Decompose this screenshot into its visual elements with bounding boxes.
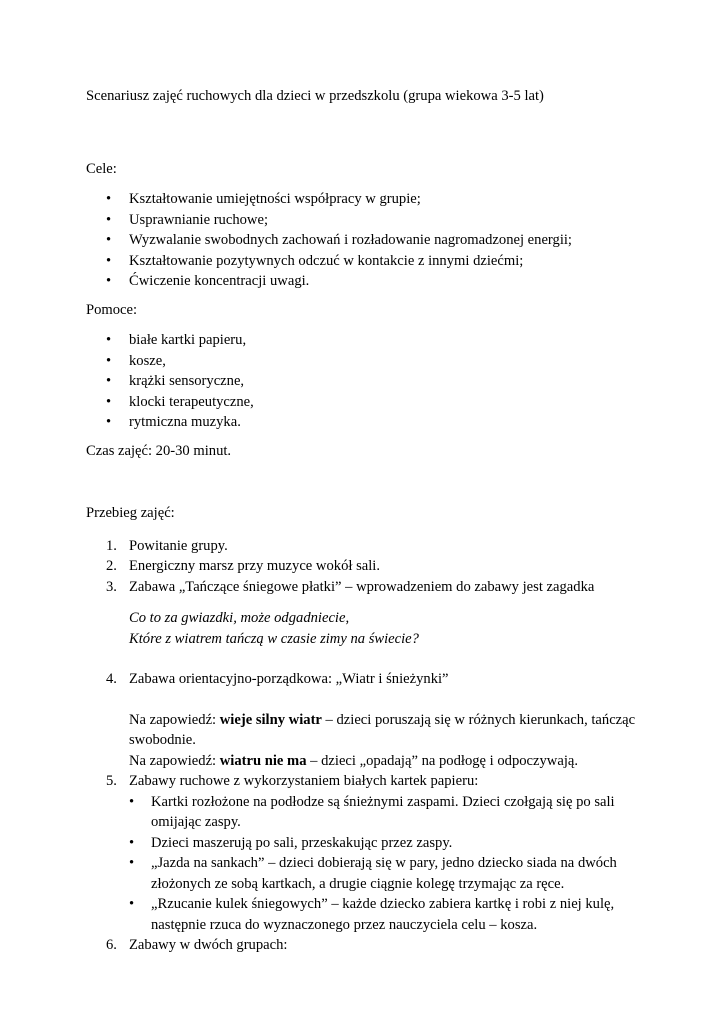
riddle [129, 608, 666, 649]
list-item: • Kartki rozłożone na podłodze są śnieżnymi zaspami. Dzieci czołgają się po sali omijając zaspy. [129, 793, 615, 830]
list-item: • „Rzucanie kulek śniegowych” – każde dziecko zabiera kartkę i robi z niej kulę, następnie rzuca do wyznaczonego przez nauczyciela celu – kosza. [129, 896, 615, 933]
riddle-line: Które z wiatrem tańczą w czasie zimy na świecie? [129, 630, 419, 647]
bullet-icon: • [129, 896, 135, 912]
list-item: • rytmiczna muzyka. [86, 412, 666, 433]
bullet-icon: • [106, 414, 112, 430]
wind-commands [129, 710, 666, 772]
cele-list [86, 189, 666, 292]
bullet-icon: • [106, 232, 112, 248]
list-item: • Kształtowanie pozytywnych odczuć w kontakcie z innymi dziećmi; [86, 251, 666, 272]
step-text: Zabawy w dwóch grupach: [129, 937, 288, 953]
step-item [86, 935, 666, 956]
step-text: Zabawy ruchowe z wykorzystaniem białych kartek papieru: [129, 773, 479, 789]
bullet-icon: • [106, 273, 112, 289]
step-number: 6. [106, 937, 117, 953]
bullet-icon: • [106, 373, 112, 389]
list-item: • kosze, [86, 351, 666, 372]
bullet-icon: • [106, 393, 112, 410]
step-number: 5. [106, 773, 117, 789]
list-item: • Kształtowanie umiejętności współpracy w grupie; [86, 189, 666, 210]
bullet-icon: • [106, 191, 112, 207]
bullet-icon: • [106, 252, 112, 269]
pomoce-list [86, 330, 666, 433]
bullet-icon: • [106, 352, 112, 369]
bullet-icon: • [129, 855, 135, 871]
step-number: 1. [106, 537, 117, 554]
step-number: 4. [106, 671, 117, 687]
step-number: 2. [106, 558, 117, 574]
bullet-icon: • [106, 332, 112, 348]
step-number: 3. [106, 578, 117, 595]
list-item: • Wyzwalanie swobodnych zachowań i rozładowanie nagromadzonej energii; [86, 230, 666, 251]
list-item: • białe kartki papieru, [86, 330, 666, 351]
list-item: • krążki sensoryczne, [86, 371, 666, 392]
list-item: • Ćwiczenie koncentracji uwagi. [86, 271, 666, 292]
pomoce-heading: Pomoce: [86, 301, 138, 318]
step-item [86, 577, 666, 650]
list-item: • „Jazda na sankach” – dzieci dobierają się w pary, jedno dziecko siada na dwóch złożonych ze sobą kartkach, a drugie ciągnie kolegę trzymając za ręce. [129, 855, 617, 892]
przebieg-heading: Przebieg zajęć: [86, 505, 175, 521]
bullet-icon: • [129, 793, 135, 810]
step-text: Powitanie grupy. [129, 537, 228, 554]
document-title: Scenariusz zajęć ruchowych dla dzieci w przedszkolu (grupa wiekowa 3-5 lat) [86, 88, 544, 104]
paper-games-list [129, 792, 666, 936]
step-item [86, 536, 666, 557]
przebieg-steps [86, 536, 666, 956]
step-text: Energiczny marsz przy muzyce wokół sali. [129, 558, 380, 574]
list-item: • Usprawnianie ruchowe; [86, 210, 666, 231]
command-keyword: wieje silny wiatr [219, 711, 322, 728]
step-item [86, 556, 666, 577]
document-page [86, 86, 666, 956]
command-line: Na zapowiedź: wiatru nie ma – dzieci „opadają” na podłogę i odpoczywają. [129, 752, 579, 769]
list-item: • klocki terapeutyczne, [86, 392, 666, 413]
step-item [86, 771, 666, 935]
riddle-line: Co to za gwiazdki, może odgadniecie, [129, 610, 350, 626]
step-item [86, 669, 666, 771]
czas-zajec: Czas zajęć: 20-30 minut. [86, 442, 232, 459]
step-text: Zabawa „Tańczące śniegowe płatki” – wprowadzeniem do zabawy jest zagadka [129, 578, 595, 595]
cele-heading: Cele: [86, 160, 117, 177]
step-text: Zabawa orientacyjno-porządkowa: „Wiatr i śnieżynki” [129, 671, 449, 687]
list-item: • Dzieci maszerują po sali, przeskakując przez zaspy. [129, 833, 666, 854]
command-line: Na zapowiedź: wieje silny wiatr – dzieci poruszają się w różnych kierunkach, tańcząc swobodnie. [129, 711, 636, 748]
bullet-icon: • [106, 211, 112, 228]
command-keyword: wiatru nie ma [219, 752, 307, 769]
bullet-icon: • [129, 834, 135, 851]
